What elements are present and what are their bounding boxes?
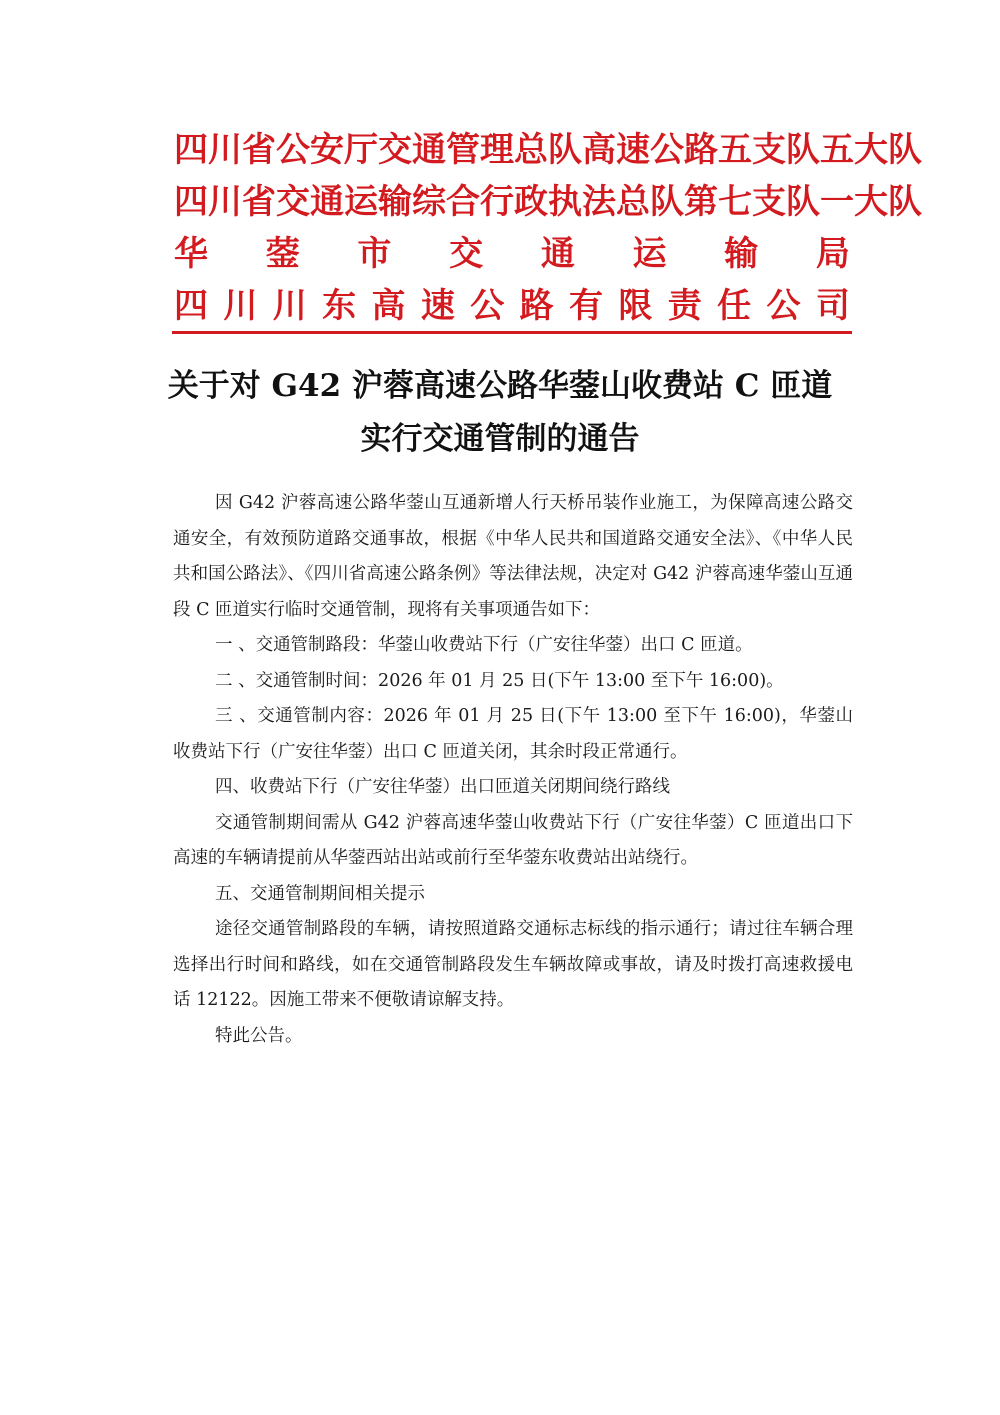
issuer-char: 速 (420, 286, 455, 326)
item-1-section: 一 、交通管制路段：华蓥山收费站下行（广安往华蓥）出口 C 匝道。 (215, 635, 753, 655)
issuer-law-enforcement: 四川省交通运输综合行政执法总队第七支队一大队 (174, 182, 922, 222)
detour-paragraph: 交通管制期间需从 G42 沪蓉高速华蓥山收费站下行（广安往华蓥）C 匝道出口下高速的车辆请提前从华蓥西站出站或前行至华蓥东收费站出站绕行。 (173, 812, 853, 868)
issuer-char: 有 (569, 286, 603, 326)
issuer-char: 通 (540, 234, 575, 274)
issuer-char: 蓥 (265, 234, 300, 274)
issuer-char: 华 (174, 234, 208, 274)
intro-paragraph: 因 G42 沪蓉高速公路华蓥山互通新增人行天桥吊装作业施工，为保障高速公路交通安全，有效预防道路交通事故，根据《中华人民共和国道路交通安全法》、《中华人民共和国公路法》、《四川省高速公路条例》等法律法规，决定对 G42 沪蓉高速华蓥山互通段 C 匝道实行临时交通管制，现将有关事项通告如下： (173, 493, 853, 620)
red-divider-line (172, 331, 852, 334)
closing-line: 特此公告。 (215, 1025, 303, 1046)
issuer-traffic-police: 四川省公安厅交通管理总队高速公路五支队五大队 (174, 130, 922, 170)
issuer-chuandong-expressway-company (174, 280, 850, 332)
item-5-heading: 五、交通管制期间相关提示 (215, 883, 425, 904)
issuer-char: 市 (357, 234, 392, 274)
issuer-block (174, 124, 922, 332)
item-3-content: 三 、交通管制内容：2026 年 01 月 25 日(下午 13:00 至下午 16:00)，华蓥山收费站下行（广安往华蓥）出口 C 匝道关闭，其余时段正常通行。 (173, 706, 853, 762)
notice-body (173, 486, 853, 1054)
issuer-char: 东 (322, 286, 357, 326)
issuer-char: 责 (667, 286, 702, 326)
issuer-huaying-transport-bureau (174, 228, 850, 280)
tips-paragraph: 途径交通管制路段的车辆，请按照道路交通标志标线的指示通行；请过往车辆合理选择出行时间和路线，如在交通管制路段发生车辆故障或事故，请及时拨打高速救援电话 12122。因施工带来不便敬请谅解支持。 (173, 919, 853, 1010)
notice-title-line-1: 关于对 G42 沪蓉高速公路华蓥山收费站 C 匝道 (167, 368, 833, 404)
issuer-char: 司 (815, 286, 850, 326)
issuer-char: 高 (371, 286, 406, 326)
issuer-char: 局 (815, 234, 850, 274)
issuer-char: 路 (519, 286, 554, 326)
notice-title-line-2: 实行交通管制的通告 (360, 421, 640, 457)
issuer-char: 交 (449, 234, 484, 274)
issuer-char: 川 (272, 286, 307, 326)
issuer-char: 限 (618, 286, 653, 326)
issuer-char: 川 (223, 286, 258, 326)
issuer-char: 输 (724, 234, 759, 274)
item-2-time: 二 、交通管制时间：2026 年 01 月 25 日(下午 13:00 至下午 16:00)。 (215, 670, 784, 691)
item-4-heading: 四、收费站下行（广安往华蓥）出口匝道关闭期间绕行路线 (215, 777, 670, 797)
issuer-char: 任 (717, 286, 752, 326)
issuer-char: 四 (174, 286, 208, 326)
issuer-char: 运 (632, 234, 667, 274)
issuer-char: 公 (470, 286, 505, 326)
issuer-char: 公 (766, 286, 801, 326)
